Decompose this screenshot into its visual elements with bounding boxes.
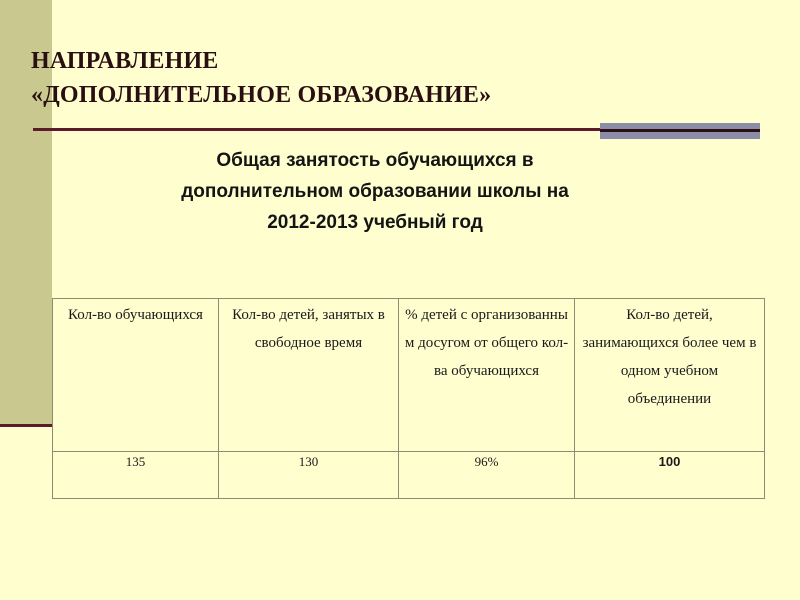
header-multiple-associations: Кол-во детей, занимающихся более чем в одном учебном объединении: [575, 299, 765, 452]
divider-accent-line: [600, 129, 760, 132]
left-band-underline: [0, 424, 52, 427]
employment-table: [52, 298, 765, 499]
cell-students-count: 135: [53, 452, 219, 499]
header-percent-organized-leisure: % детей с организованны м досугом от общего кол-ва обучающихся: [399, 299, 575, 452]
cell-percent-organized-leisure: 96%: [399, 452, 575, 499]
page-title: [31, 44, 491, 112]
page-title-line-2: «ДОПОЛНИТЕЛЬНОЕ ОБРАЗОВАНИЕ»: [31, 82, 492, 108]
subtitle-line-3: 2012-2013 учебный год: [267, 212, 483, 233]
slide-subtitle: [110, 145, 640, 238]
table-row: [53, 452, 765, 499]
header-children-free-time: Кол-во детей, занятых в свободное время: [219, 299, 399, 452]
subtitle-line-1: Общая занятость обучающихся в: [216, 150, 534, 171]
page-title-line-1: НАПРАВЛЕНИЕ: [31, 48, 219, 74]
cell-multiple-associations: 100: [575, 452, 765, 499]
table-header-row: [53, 299, 765, 452]
cell-children-free-time: 130: [219, 452, 399, 499]
header-students-count: Кол-во обучающихся: [53, 299, 219, 452]
subtitle-line-2: дополнительном образовании школы на: [181, 181, 569, 202]
